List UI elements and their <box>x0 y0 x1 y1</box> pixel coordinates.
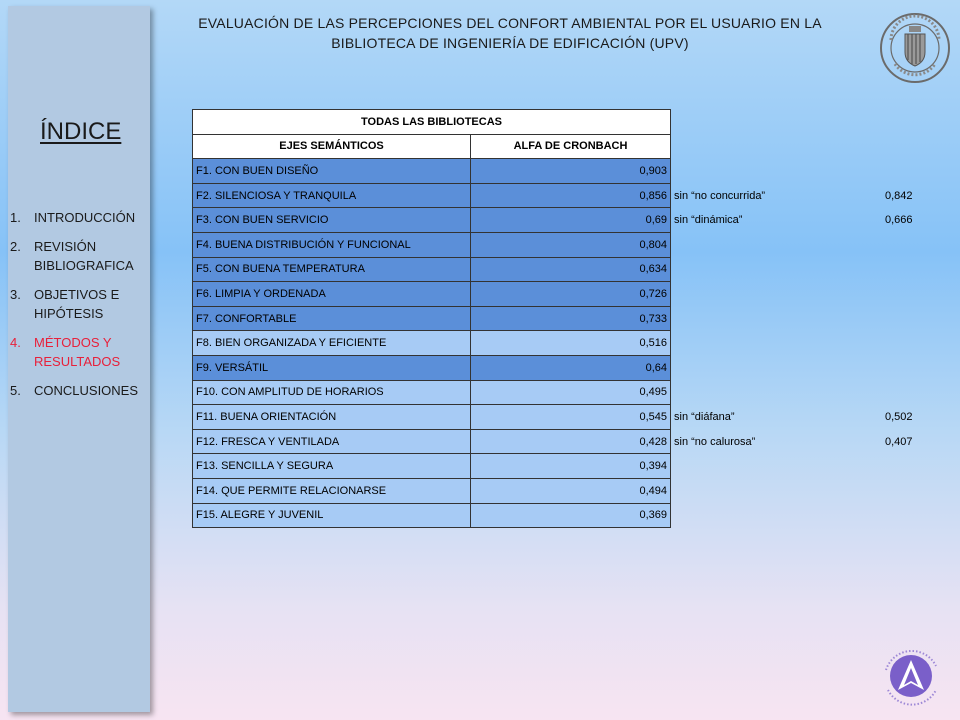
row-value: 0,733 <box>471 306 671 331</box>
row-value: 0,804 <box>471 232 671 257</box>
row-note <box>671 331 876 356</box>
row-value: 0,69 <box>471 208 671 233</box>
row-value: 0,726 <box>471 282 671 307</box>
row-label: F8. BIEN ORGANIZADA Y EFICIENTE <box>193 331 471 356</box>
row-note <box>671 306 876 331</box>
row-label: F4. BUENA DISTRIBUCIÓN Y FUNCIONAL <box>193 232 471 257</box>
table-title-row <box>193 110 916 135</box>
column-header-alfa: ALFA DE CRONBACH <box>471 134 671 159</box>
row-label: F12. FRESCA Y VENTILADA <box>193 429 471 454</box>
row-note-value <box>876 380 916 405</box>
row-note-value <box>876 503 916 528</box>
page-title <box>180 13 840 53</box>
row-note <box>671 159 876 184</box>
row-note-value <box>876 282 916 307</box>
table-row <box>193 380 916 405</box>
menu-item-label: OBJETIVOS E HIPÓTESIS <box>34 287 120 321</box>
row-note: sin “no concurrida” <box>674 189 766 202</box>
row-note-value <box>876 232 916 257</box>
table-row <box>193 306 916 331</box>
row-note-value <box>876 331 916 356</box>
table-row <box>193 405 916 430</box>
row-note-value <box>876 306 916 331</box>
menu-item-metodos[interactable] <box>10 333 150 371</box>
row-label: F11. BUENA ORIENTACIÓN <box>193 405 471 430</box>
row-note: sin “dinámica” <box>674 214 743 227</box>
row-note-value <box>876 478 916 503</box>
row-note-value <box>876 454 916 479</box>
index-menu <box>10 208 150 410</box>
row-note <box>671 380 876 405</box>
menu-item-label: MÉTODOS Y RESULTADOS <box>34 335 121 369</box>
row-label: F7. CONFORTABLE <box>193 306 471 331</box>
menu-item-number: 2. <box>10 239 21 254</box>
table-row <box>193 429 916 454</box>
menu-item-revision[interactable] <box>10 237 150 275</box>
row-value: 0,856 <box>471 183 671 208</box>
row-label: F1. CON BUEN DISEÑO <box>193 159 471 184</box>
column-header-ejes: EJES SEMÁNTICOS <box>193 134 471 159</box>
school-logo <box>878 646 946 708</box>
row-note-value: 0,407 <box>884 435 913 448</box>
menu-item-label: REVISIÓN BIBLIOGRAFICA <box>34 239 134 273</box>
page-title-line2: BIBLIOTECA DE INGENIERÍA DE EDIFICACIÓN (UPV) <box>331 35 689 51</box>
index-title: ÍNDICE <box>40 118 122 145</box>
row-value: 0,64 <box>471 355 671 380</box>
menu-item-conclusiones[interactable] <box>10 381 150 400</box>
row-value: 0,516 <box>471 331 671 356</box>
row-note <box>671 232 876 257</box>
row-value: 0,545 <box>471 405 671 430</box>
row-note-value <box>876 257 916 282</box>
row-label: F15. ALEGRE Y JUVENIL <box>193 503 471 528</box>
row-label: F5. CON BUENA TEMPERATURA <box>193 257 471 282</box>
table-row <box>193 257 916 282</box>
university-seal-logo <box>879 12 951 84</box>
menu-item-objetivos[interactable] <box>10 285 150 323</box>
menu-item-label: INTRODUCCIÓN <box>34 210 136 225</box>
row-value: 0,369 <box>471 503 671 528</box>
row-value: 0,394 <box>471 454 671 479</box>
page-title-line1: EVALUACIÓN DE LAS PERCEPCIONES DEL CONFORT AMBIENTAL POR EL USUARIO EN LA <box>198 15 822 31</box>
table-row <box>193 208 916 233</box>
menu-item-number: 5. <box>10 383 21 398</box>
row-label: F13. SENCILLA Y SEGURA <box>193 454 471 479</box>
table-row <box>193 503 916 528</box>
row-note-value: 0,502 <box>884 410 913 423</box>
table-row <box>193 355 916 380</box>
menu-item-introduccion[interactable] <box>10 208 150 227</box>
menu-item-number: 1. <box>10 210 21 225</box>
row-value: 0,428 <box>471 429 671 454</box>
row-note <box>671 454 876 479</box>
row-label: F6. LIMPIA Y ORDENADA <box>193 282 471 307</box>
row-note <box>671 257 876 282</box>
menu-item-number: 4. <box>10 335 21 350</box>
table-title: TODAS LAS BIBLIOTECAS <box>193 110 671 135</box>
row-note: sin “diáfana” <box>674 410 735 423</box>
table-row <box>193 159 916 184</box>
table-row <box>193 478 916 503</box>
row-label: F3. CON BUEN SERVICIO <box>193 208 471 233</box>
row-note <box>671 355 876 380</box>
row-note-value: 0,842 <box>884 189 913 202</box>
table-row <box>193 183 916 208</box>
row-label: F14. QUE PERMITE RELACIONARSE <box>193 478 471 503</box>
table-row <box>193 331 916 356</box>
row-label: F2. SILENCIOSA Y TRANQUILA <box>193 183 471 208</box>
row-value: 0,903 <box>471 159 671 184</box>
table-row <box>193 282 916 307</box>
row-note-value <box>876 355 916 380</box>
row-note: sin “no calurosa” <box>674 435 756 448</box>
row-note-value <box>876 159 916 184</box>
row-label: F9. VERSÁTIL <box>193 355 471 380</box>
table-row <box>193 454 916 479</box>
table-header-row <box>193 134 916 159</box>
cronbach-table <box>192 109 916 528</box>
row-value: 0,494 <box>471 478 671 503</box>
row-label: F10. CON AMPLITUD DE HORARIOS <box>193 380 471 405</box>
row-note <box>671 478 876 503</box>
row-note-value: 0,666 <box>884 214 913 227</box>
row-note <box>671 503 876 528</box>
menu-item-label: CONCLUSIONES <box>34 383 139 398</box>
table-row <box>193 232 916 257</box>
row-value: 0,634 <box>471 257 671 282</box>
row-value: 0,495 <box>471 380 671 405</box>
row-note <box>671 282 876 307</box>
menu-item-number: 3. <box>10 287 21 302</box>
